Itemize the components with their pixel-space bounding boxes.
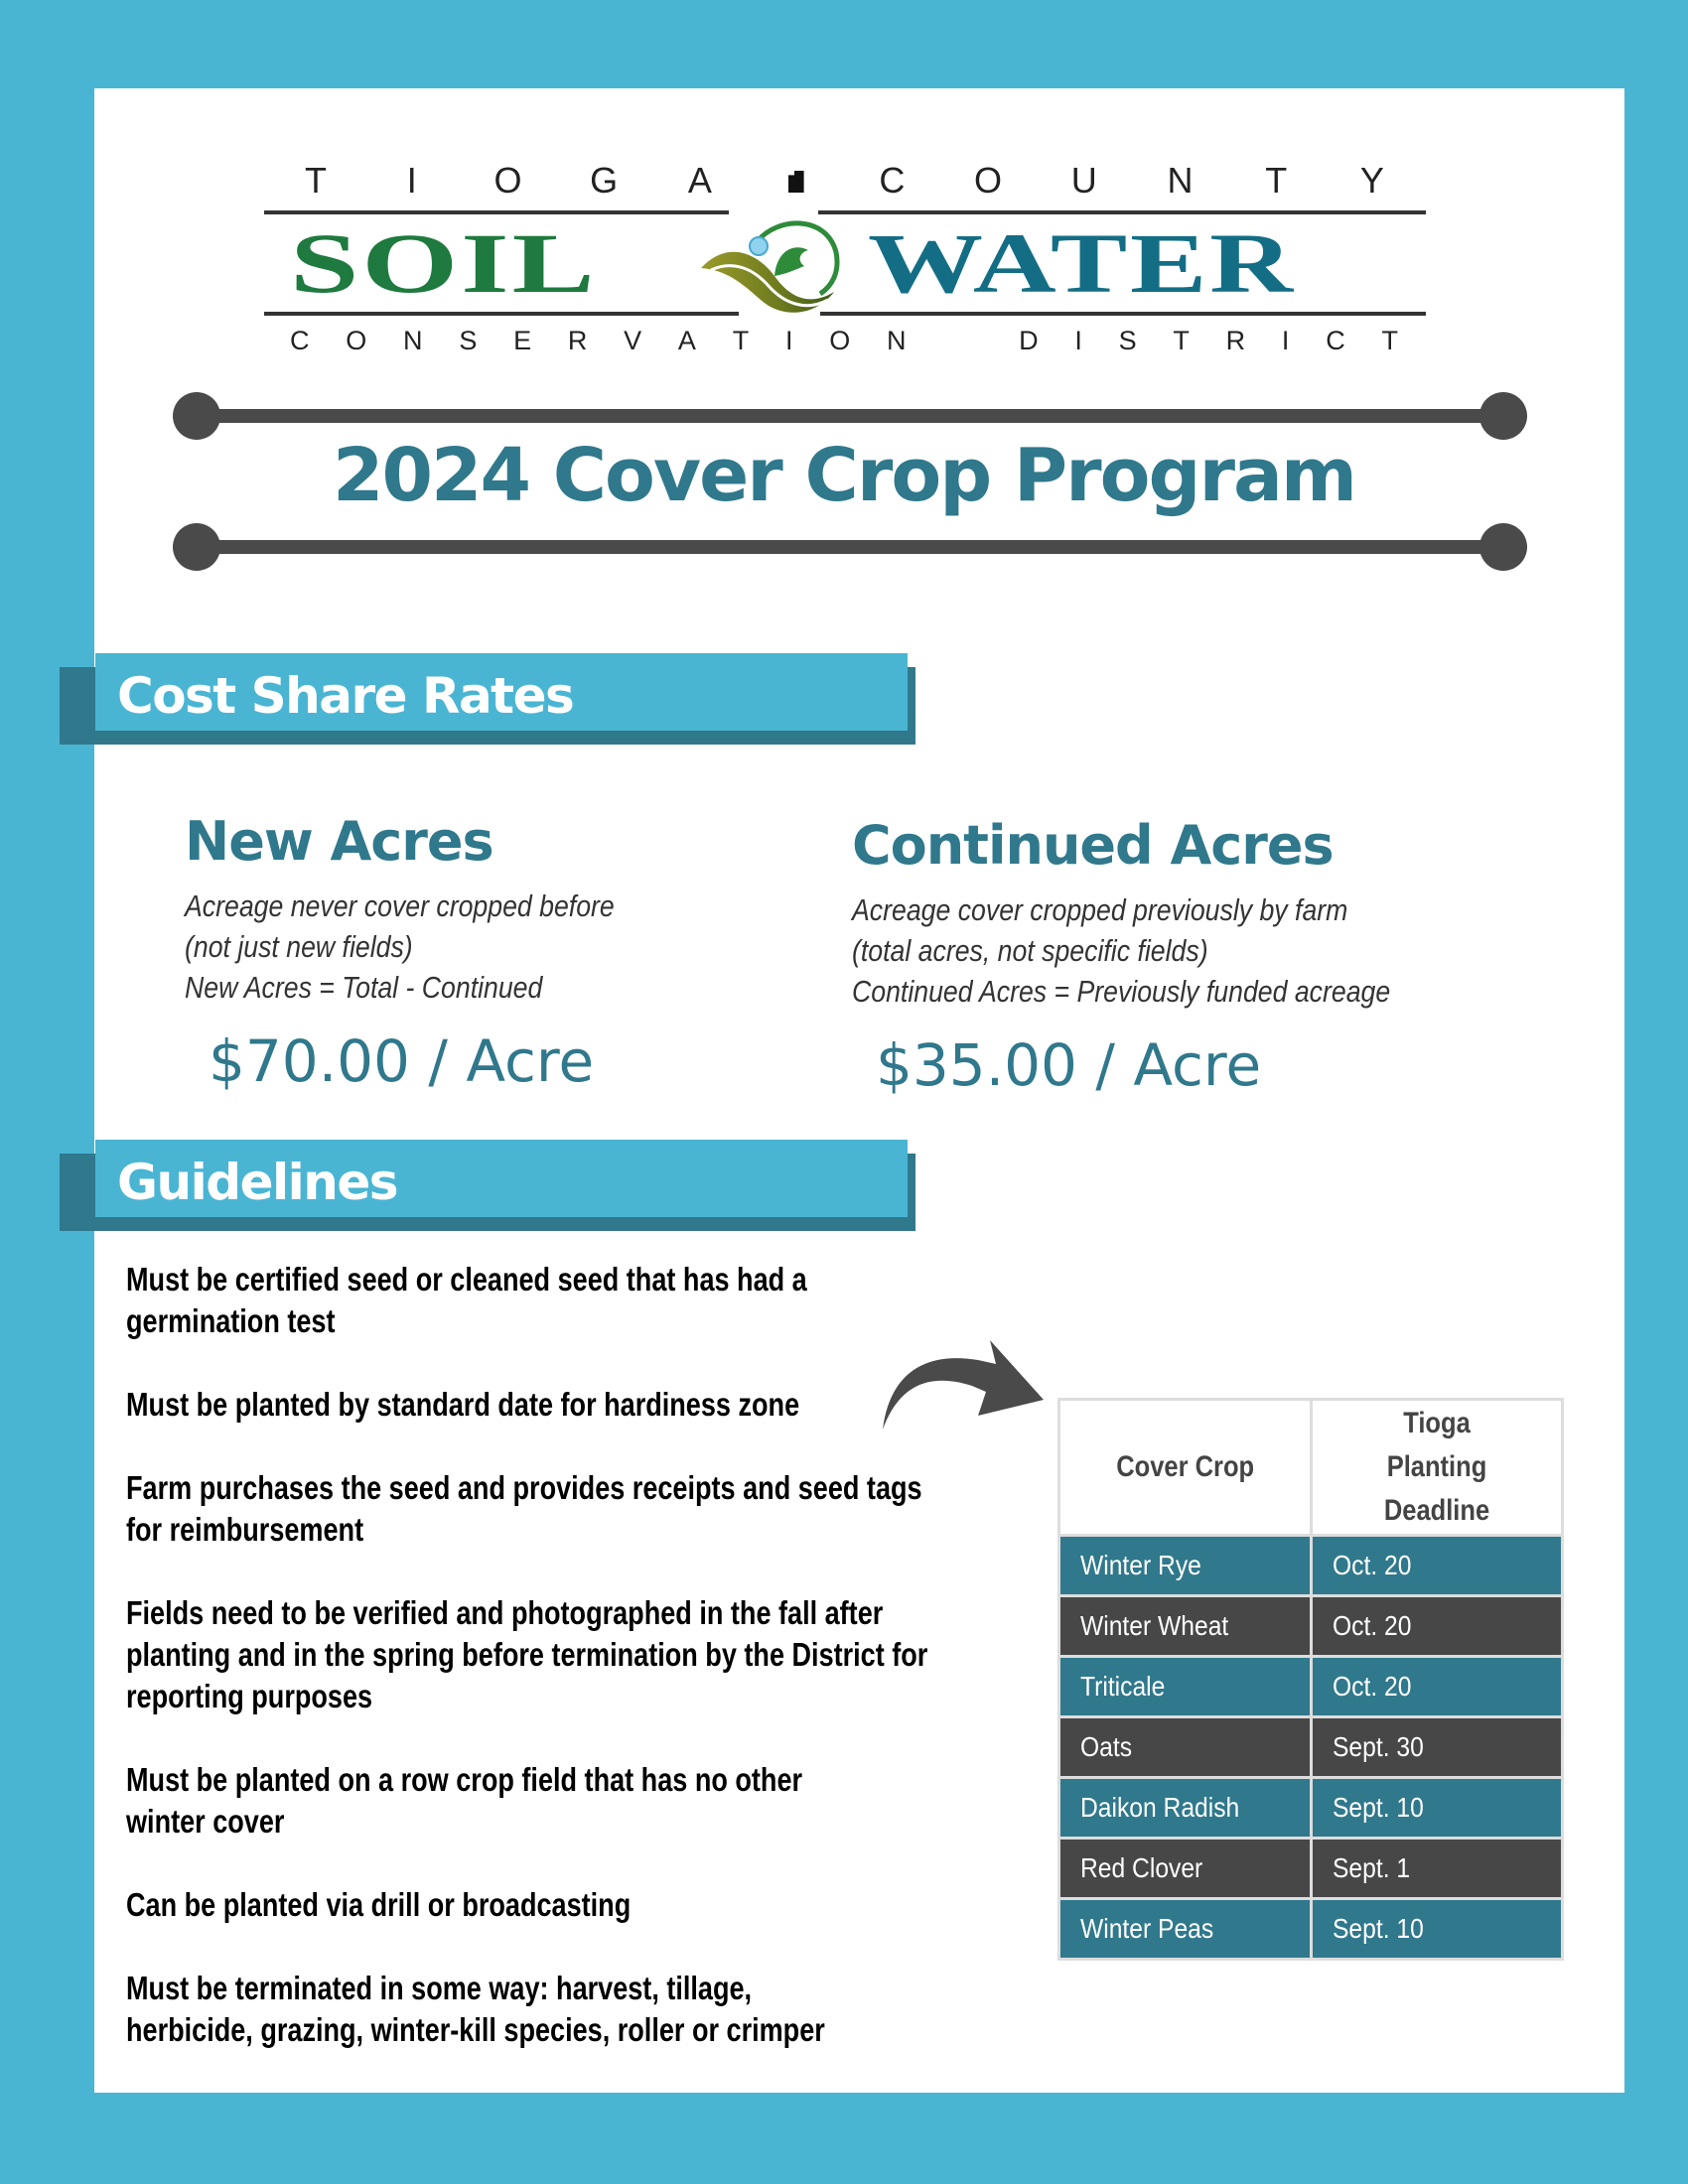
logo-tioga-county [260, 159, 1428, 203]
logo-letter: R [567, 325, 588, 355]
logo-letter: T [305, 160, 327, 201]
logo-letter: O [346, 325, 367, 355]
guideline-item: Must be certified seed or cleaned seed that has had a germination test [126, 1261, 807, 1339]
cost-share-rates-banner [60, 659, 915, 745]
logo-letter: T [1173, 325, 1190, 355]
table-row [1059, 1839, 1563, 1899]
logo-letter: I [784, 325, 793, 355]
logo-letter: I [1281, 325, 1290, 355]
column-header-deadline: Tioga Planting Deadline [1312, 1400, 1563, 1536]
continued-acres-title: Continued Acres [852, 814, 1334, 877]
continued-acres-block [852, 814, 1567, 1099]
table-row [1059, 1596, 1563, 1657]
logo-letter: C [1326, 325, 1345, 355]
guidelines-list [126, 1259, 980, 2093]
deadline-cell: Oct. 20 [1312, 1596, 1563, 1657]
logo-letter: A [687, 160, 712, 201]
table-header-row [1059, 1400, 1563, 1536]
logo-letter: C [290, 325, 310, 355]
logo-letter: G [590, 160, 619, 201]
deadline-cell: Sept. 10 [1312, 1778, 1563, 1839]
logo-letter: S [1118, 325, 1137, 355]
logo-letter: S [459, 325, 478, 355]
logo-letter: Y [1359, 160, 1384, 201]
guideline-item: Can be planted via drill or broadcasting [126, 1886, 632, 1923]
table-row [1059, 1657, 1563, 1717]
logo-letter: E [513, 325, 532, 355]
logo-letter: O [493, 160, 522, 201]
guideline-item: Must be planted by standard date for hardiness zone [126, 1386, 800, 1423]
description-line: Acreage never cover cropped before [185, 888, 615, 923]
logo-rule [264, 312, 739, 316]
deadline-cell: Sept. 30 [1312, 1717, 1563, 1778]
table-row [1059, 1778, 1563, 1839]
logo-water-text: WATER [868, 215, 1296, 311]
section-heading: Cost Share Rates [117, 667, 574, 725]
guideline-item: Farm purchases the seed and provides receipts and seed tags for reimbursement [126, 1469, 922, 1548]
guideline-item: Must be planted on a row crop field that has no other winter cover [126, 1761, 803, 1840]
logo-letter: I [1074, 325, 1082, 355]
logo-conservation-district [260, 324, 1428, 357]
guideline-item: Fields need to be verified and photographed in the fall after planting and in the spring before termination by the District for reporting purposes [126, 1594, 928, 1714]
logo-letter: T [732, 325, 750, 355]
table-row [1059, 1536, 1563, 1596]
logo-letter: N [887, 325, 907, 355]
guidelines-banner [60, 1146, 915, 1231]
logo-rule [820, 312, 1426, 316]
description-line: Acreage cover cropped previously by farm [852, 892, 1348, 927]
continued-acres-rate: $35.00 / Acre [876, 1031, 1262, 1099]
pennsylvania-state-icon [788, 171, 804, 193]
logo-letter: T [1381, 325, 1398, 355]
description-line: (not just new fields) [185, 929, 413, 964]
logo-letter: O [829, 325, 851, 355]
logo-letter: I [406, 160, 417, 201]
crop-cell: Oats [1059, 1717, 1312, 1778]
divider-end-dot [173, 523, 220, 571]
table-row [1059, 1899, 1563, 1960]
crop-cell: Daikon Radish [1059, 1778, 1312, 1839]
logo-letter: C [879, 160, 906, 201]
logo-letter: O [974, 160, 1003, 201]
section-heading: Guidelines [117, 1154, 398, 1211]
crop-cell: Winter Wheat [1059, 1596, 1312, 1657]
deadline-cell: Sept. 1 [1312, 1839, 1563, 1899]
crop-cell: Winter Rye [1059, 1536, 1312, 1596]
crop-cell: Red Clover [1059, 1839, 1312, 1899]
soil-water-wave-icon [697, 212, 846, 322]
new-acres-title: New Acres [185, 810, 493, 873]
title-divider-bottom [173, 540, 1527, 554]
deadline-cell: Sept. 10 [1312, 1899, 1563, 1960]
guideline-item: Must be terminated in some way: harvest, tillage, herbicide, grazing, winter-kill species, roller or crimper [126, 1970, 825, 2048]
deadline-cell: Oct. 20 [1312, 1536, 1563, 1596]
logo-rule [818, 210, 1426, 214]
logo-letter: D [1019, 325, 1039, 355]
curved-arrow-icon [879, 1320, 1048, 1430]
logo-letter: T [1265, 160, 1288, 201]
description-line: (total acres, not specific fields) [852, 933, 1208, 968]
continued-acres-description [852, 889, 1467, 1012]
logo-soil-text: SOIL [290, 215, 598, 311]
district-logo [260, 159, 1428, 357]
planting-deadline-table [1057, 1398, 1564, 1961]
title-divider-top [173, 409, 1527, 423]
logo-letter: N [1167, 160, 1194, 201]
description-line: Continued Acres = Previously funded acreage [852, 974, 1391, 1009]
table-row [1059, 1717, 1563, 1778]
crop-cell: Triticale [1059, 1657, 1312, 1717]
new-acres-block [185, 810, 900, 1095]
crop-cell: Winter Peas [1059, 1899, 1312, 1960]
description-line: New Acres = Total - Continued [185, 970, 543, 1005]
logo-letter: A [677, 325, 696, 355]
logo-letter: U [1070, 160, 1097, 201]
page-title: 2024 Cover Crop Program [333, 433, 1355, 518]
logo-letter: V [624, 325, 642, 355]
deadline-cell: Oct. 20 [1312, 1657, 1563, 1717]
logo-rule [264, 210, 729, 214]
divider-end-dot [1479, 523, 1527, 571]
logo-letter: N [403, 325, 423, 355]
new-acres-description [185, 886, 799, 1008]
new-acres-rate: $70.00 / Acre [209, 1027, 595, 1095]
logo-wordmark [260, 215, 1428, 311]
column-header-cover-crop: Cover Crop [1059, 1400, 1312, 1536]
logo-letter: R [1225, 325, 1246, 355]
